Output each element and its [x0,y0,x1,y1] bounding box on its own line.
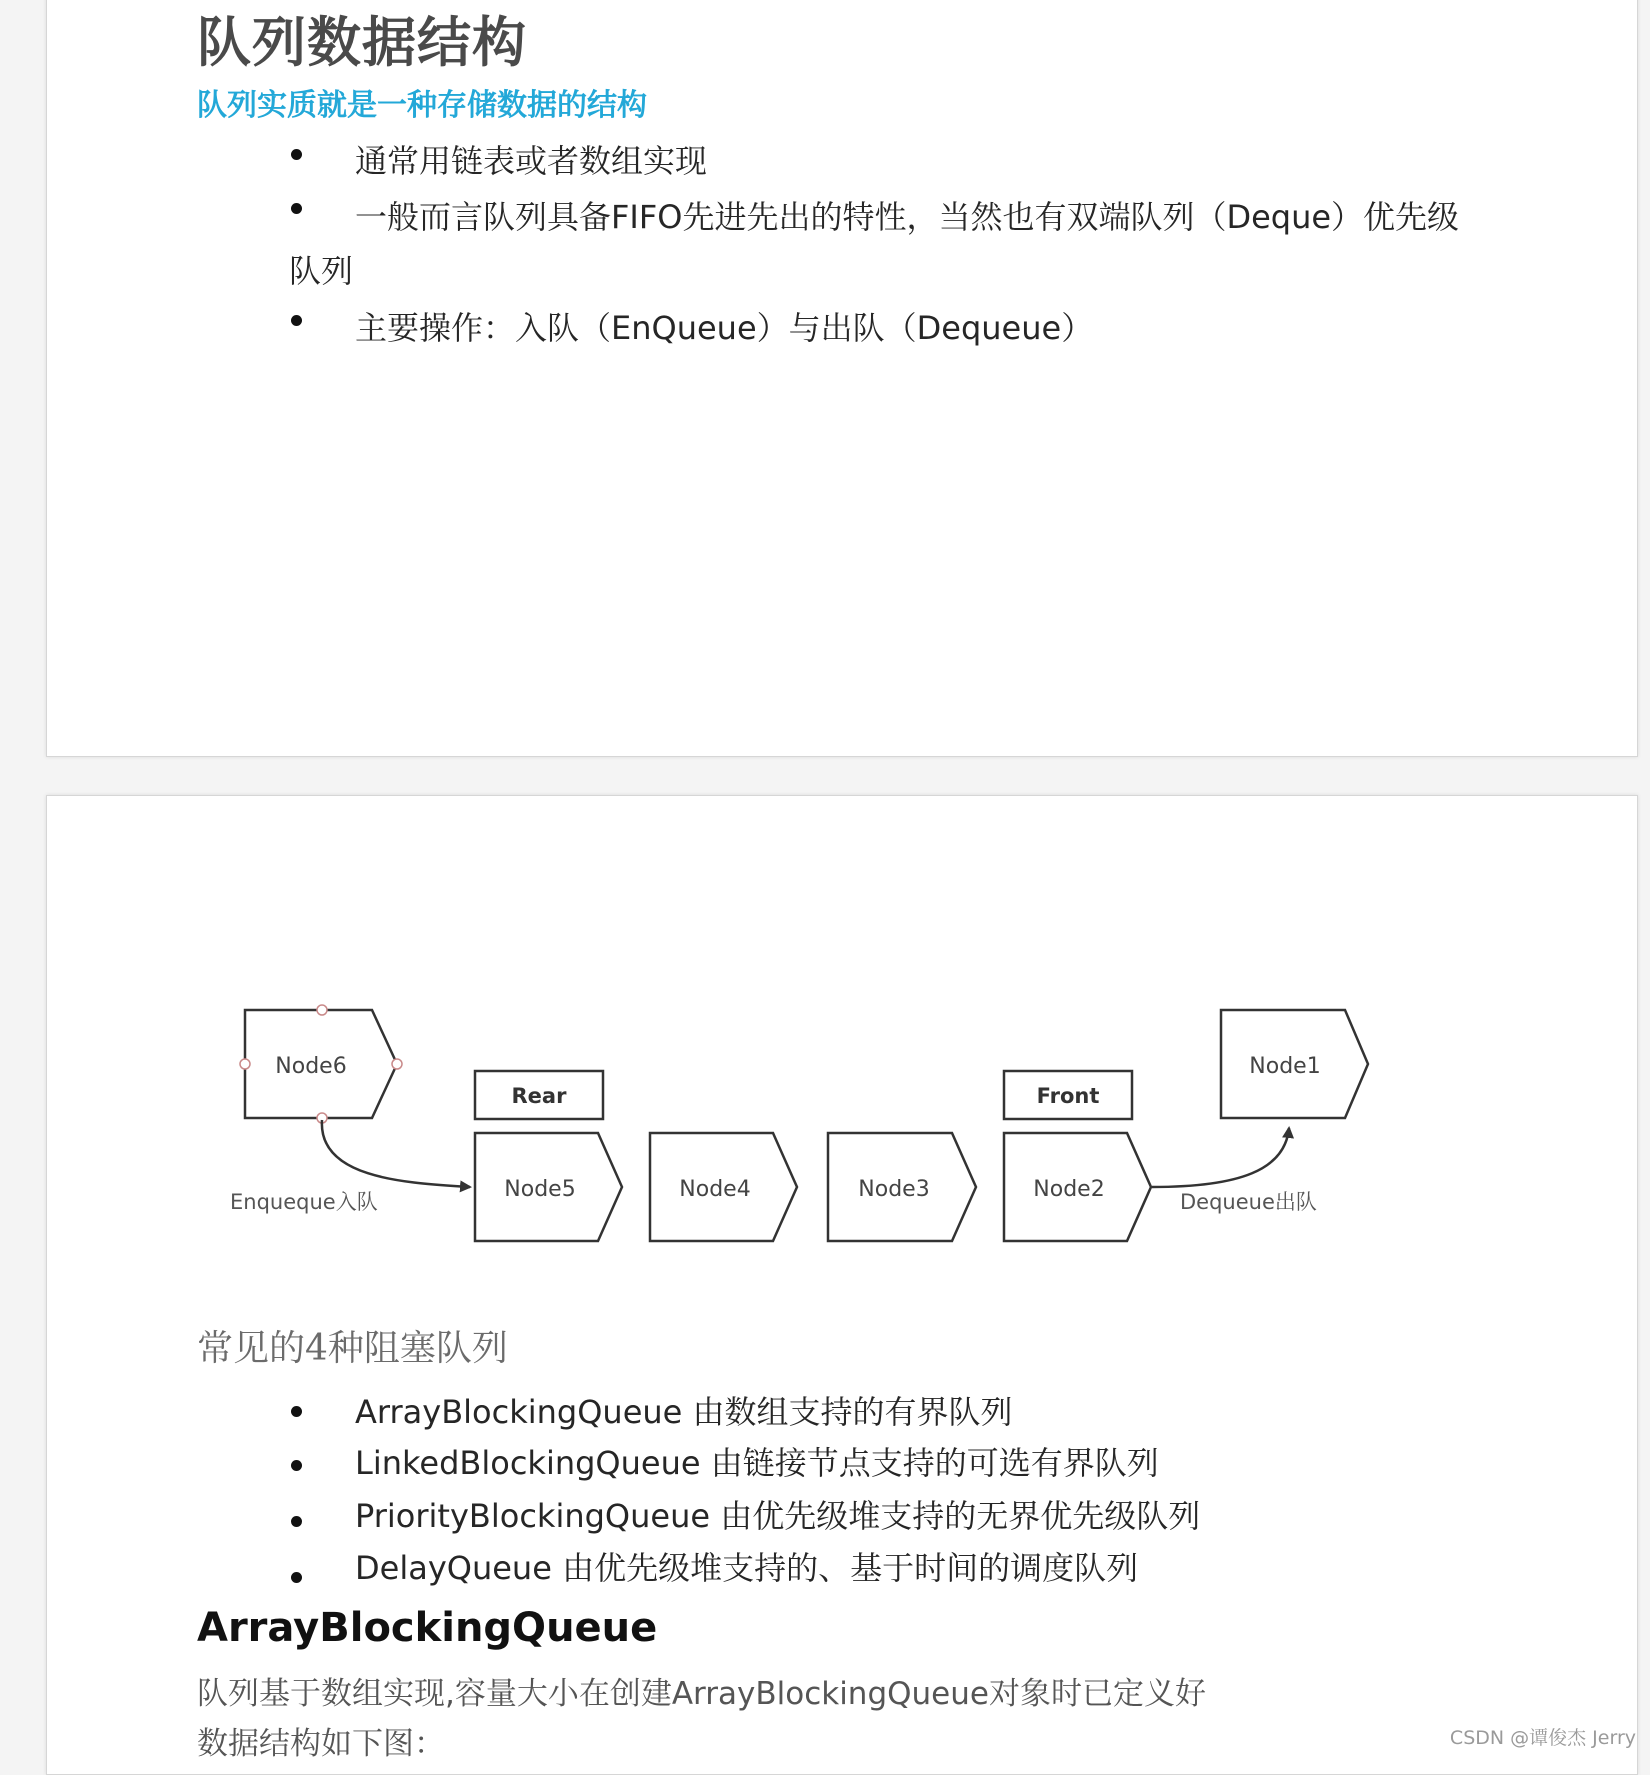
node5-label: Node5 [504,1177,576,1202]
bullet-dot [291,149,302,160]
watermark: CSDN @谭俊杰 Jerry [1449,1727,1636,1749]
bullet-dot [291,1572,302,1583]
bullet-dot [291,203,302,214]
bullet-dot [291,1406,302,1417]
node2-shape [1004,1133,1151,1241]
node4-label: Node4 [679,1177,751,1202]
node6-label: Node6 [275,1054,347,1079]
section-title: ArrayBlockingQueue [197,1605,658,1651]
node3-shape [828,1133,976,1241]
dequeue-label: Dequeue出队 [1180,1190,1317,1214]
rear-label-box [475,1071,603,1119]
bullet-text-continuation: 队列 [289,252,354,290]
rear-label: Rear [511,1084,567,1108]
bullet-text: ArrayBlockingQueue 由数组支持的有界队列 [355,1393,1013,1431]
page-title: 队列数据结构 [197,11,527,74]
paragraph: 队列基于数组实现,容量大小在创建ArrayBlockingQueue对象时已定义好 [197,1676,1206,1712]
node1-label: Node1 [1249,1054,1321,1079]
bullet-dot [291,1460,302,1471]
enqueue-arrow [322,1120,470,1187]
bullet-dot [291,315,302,326]
paragraph: 数据结构如下图： [197,1726,445,1762]
front-label-box [1004,1071,1132,1119]
node2-label: Node2 [1033,1177,1105,1202]
node3-label: Node3 [858,1177,930,1202]
bullet-text: DelayQueue 由优先级堆支持的、基于时间的调度队列 [355,1549,1139,1587]
bullet-text: PriorityBlockingQueue 由优先级堆支持的无界优先级队列 [355,1497,1201,1535]
bullet-text: 一般而言队列具备FIFO先进先出的特性，当然也有双端队列（Deque）优先级 [355,198,1460,236]
node4-shape [650,1133,797,1241]
bullet-text: 主要操作：入队（EnQueue）与出队（Dequeue） [355,309,1094,347]
bullet-text: 通常用链表或者数组实现 [355,142,708,180]
queue-diagram [200,990,1400,1270]
dequeue-arrow [1152,1128,1289,1187]
blocking-queues-heading: 常见的4种阻塞队列 [197,1328,508,1369]
front-label: Front [1036,1084,1100,1108]
node1-shape [1221,1010,1368,1118]
bullet-dot [291,1516,302,1527]
page-subtitle: 队列实质就是一种存储数据的结构 [197,88,647,123]
enqueue-label: Enqueque入队 [230,1190,378,1214]
bullet-text: LinkedBlockingQueue 由链接节点支持的可选有界队列 [355,1444,1159,1482]
node5-shape [475,1133,622,1241]
node6-shape [240,1005,402,1123]
